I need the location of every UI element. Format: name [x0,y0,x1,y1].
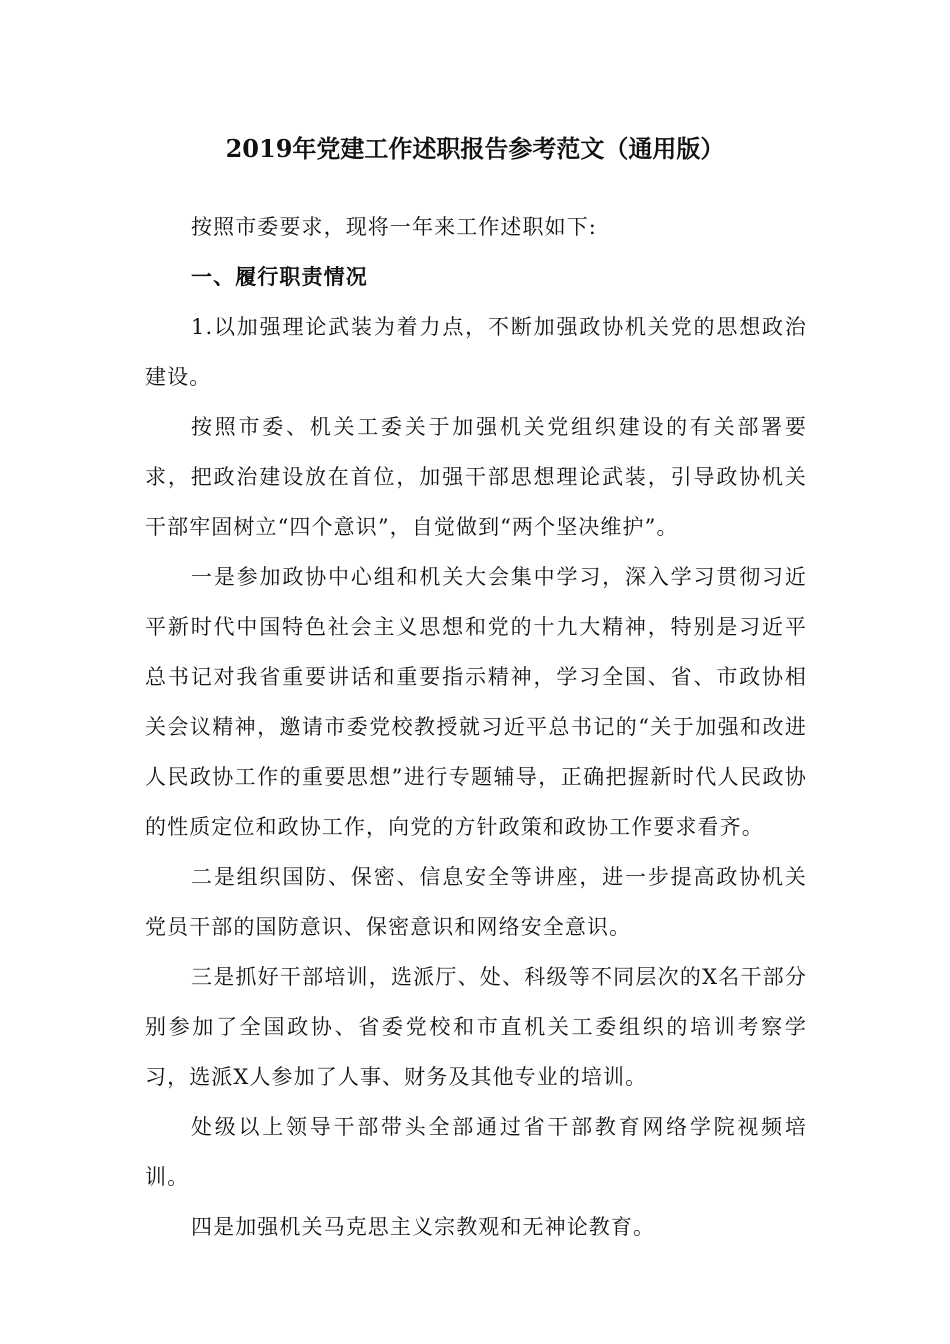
intro-paragraph: 按照市委要求，现将一年来工作述职如下: [191,215,597,239]
paragraph: 一是参加政协中心组和机关大会集中学习，深入学习贯彻习近平新时代中国特色社会主义思想和党的十九大精神，特别是习近平总书记对我省重要讲话和重要指示精神，学习全国、省、市政协相关会议精神，邀请市委党校教授就习近平总书记的“关于加强和改进人民政协工作的重要思想”进行专题辅导，正确把握新时代人民政协的性质定位和政协工作，向党的方针政策和政协工作要求看齐。 [145,565,807,839]
document-title: 2019年党建工作述职报告参考范文（通用版） [225,134,725,163]
paragraph: 按照市委、机关工委关于加强机关党组织建设的有关部署要求，把政治建设放在首位，加强干部思想理论武装，引导政协机关干部牢固树立“四个意识”，自觉做到“两个坚决维护”。 [145,415,807,539]
section-heading: 一、履行职责情况 [191,265,368,289]
paragraph: 三是抓好干部培训，选派厅、处、科级等不同层次的X名干部分别参加了全国政协、省委党校和市直机关工委组织的培训考察学习，选派X人参加了人事、财务及其他专业的培训。 [145,965,807,1089]
document-body [145,202,807,1252]
paragraph: 处级以上领导干部带头全部通过省干部教育网络学院视频培训。 [145,1115,807,1189]
paragraph: 1.以加强理论武装为着力点，不断加强政协机关党的思想政治建设。 [145,315,807,389]
paragraph: 二是组织国防、保密、信息安全等讲座，进一步提高政协机关党员干部的国防意识、保密意识和网络安全意识。 [145,865,807,939]
paragraph: 四是加强机关马克思主义宗教观和无神论教育。 [191,1215,656,1239]
